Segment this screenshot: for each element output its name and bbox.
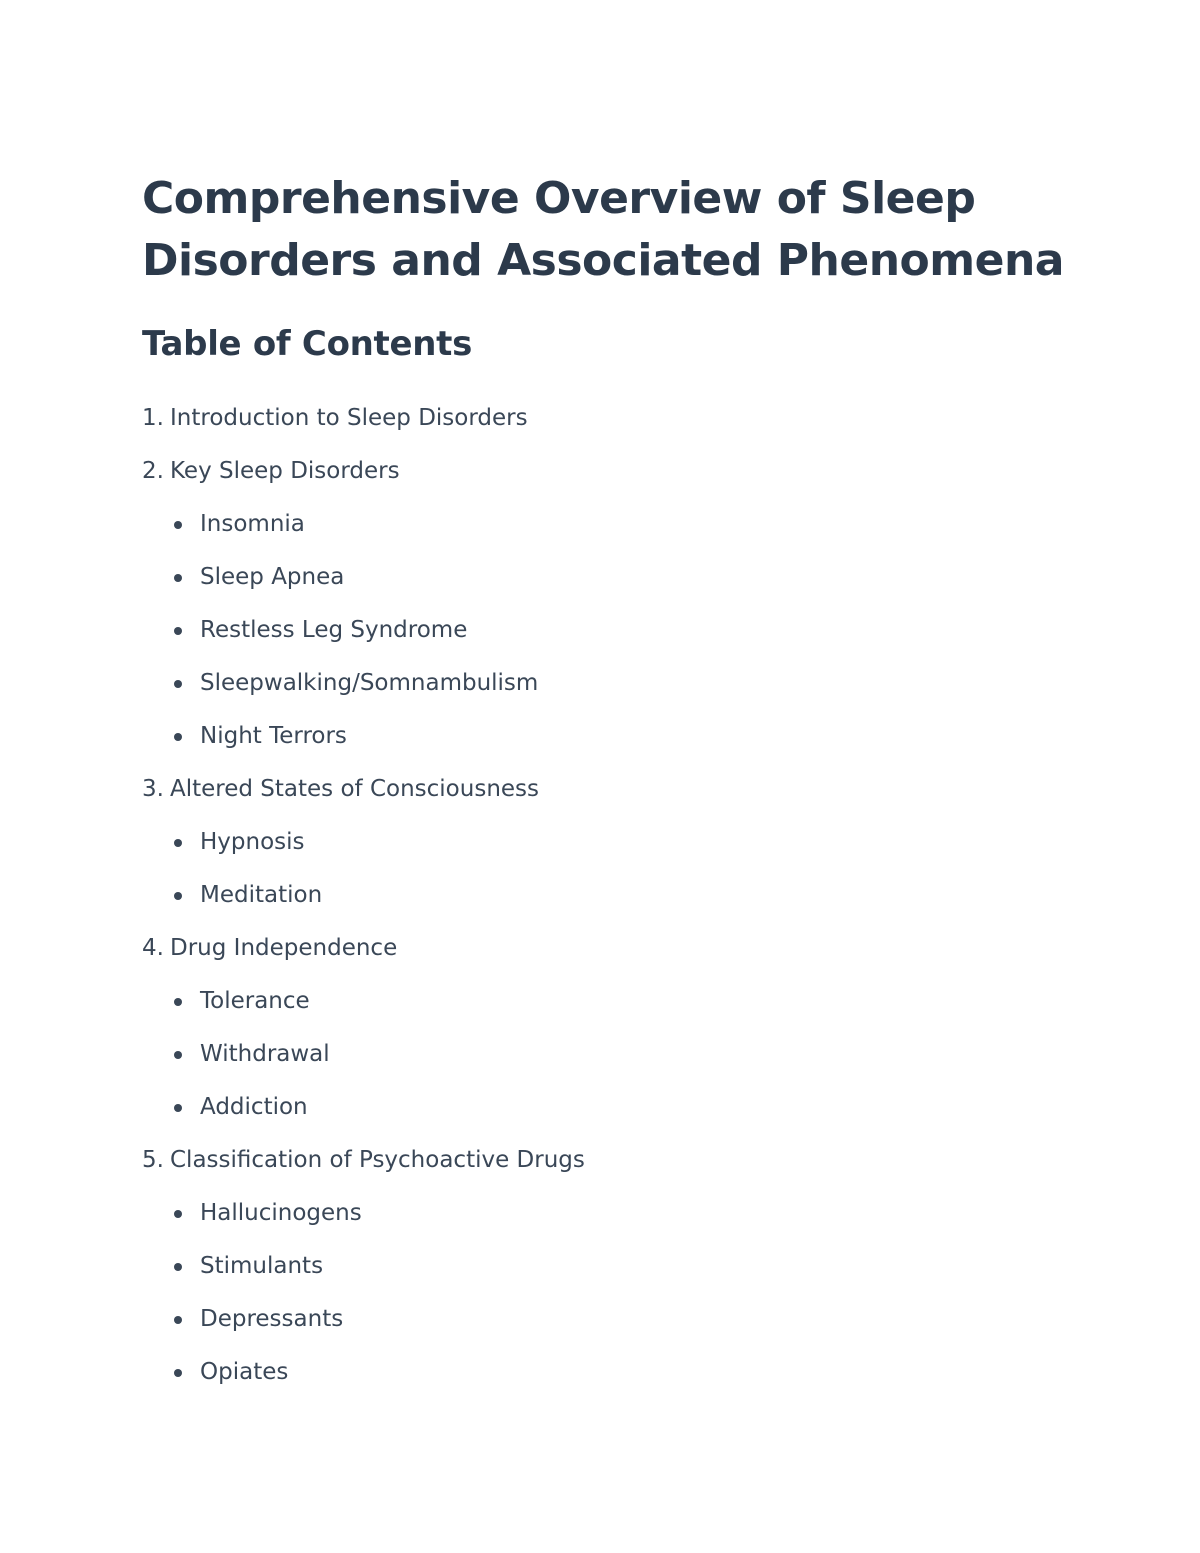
bullet-icon xyxy=(174,574,182,582)
toc-item-label: Key Sleep Disorders xyxy=(170,458,400,484)
toc-item-label: Introduction to Sleep Disorders xyxy=(170,405,528,431)
toc-sub-item xyxy=(172,657,1092,710)
toc-sub-list xyxy=(142,498,1092,763)
toc-sub-item xyxy=(172,869,1092,922)
toc-sub-item-label: Meditation xyxy=(200,882,323,908)
toc-sub-list xyxy=(142,816,1092,922)
toc-sub-item-label: Night Terrors xyxy=(200,723,347,749)
toc-sub-item xyxy=(172,1346,1092,1399)
toc-sub-item xyxy=(172,1187,1092,1240)
toc-sub-item xyxy=(172,1081,1092,1134)
toc-sub-item-label: Tolerance xyxy=(200,988,310,1014)
toc-sub-item xyxy=(172,975,1092,1028)
bullet-icon xyxy=(174,521,182,529)
toc-sub-item xyxy=(172,604,1092,657)
bullet-icon xyxy=(174,998,182,1006)
toc-sub-item-label: Hallucinogens xyxy=(200,1200,362,1226)
bullet-icon xyxy=(174,1104,182,1112)
toc-item-number: 2. xyxy=(142,458,164,484)
toc-item-number: 5. xyxy=(142,1147,164,1173)
toc-sub-item xyxy=(172,1240,1092,1293)
toc-sub-item-label: Insomnia xyxy=(200,511,305,537)
toc-item xyxy=(142,445,1092,763)
toc-sub-item-label: Opiates xyxy=(200,1359,289,1385)
toc-sub-item xyxy=(172,1293,1092,1346)
toc-sub-item xyxy=(172,498,1092,551)
toc-sub-item-label: Addiction xyxy=(200,1094,308,1120)
toc-sub-list xyxy=(142,1187,1092,1399)
toc-sub-item-label: Withdrawal xyxy=(200,1041,330,1067)
document-page xyxy=(142,168,1092,1399)
bullet-icon xyxy=(174,680,182,688)
toc-item-number: 4. xyxy=(142,935,164,961)
bullet-icon xyxy=(174,839,182,847)
toc-item xyxy=(142,392,1092,445)
toc-sub-item xyxy=(172,816,1092,869)
toc-sub-item-label: Sleepwalking/Somnambulism xyxy=(200,670,539,696)
document-title: Comprehensive Overview of Sleep Disorders and Associated Phenomena xyxy=(142,173,1064,286)
toc-sub-item-label: Stimulants xyxy=(200,1253,324,1279)
bullet-icon xyxy=(174,627,182,635)
toc-sub-list xyxy=(142,975,1092,1134)
bullet-icon xyxy=(174,892,182,900)
toc-sub-item xyxy=(172,551,1092,604)
toc-item-label: Classification of Psychoactive Drugs xyxy=(170,1147,585,1173)
toc-sub-item-label: Depressants xyxy=(200,1306,344,1332)
toc-item xyxy=(142,1134,1092,1399)
bullet-icon xyxy=(174,1210,182,1218)
toc-sub-item xyxy=(172,710,1092,763)
toc-item-label: Altered States of Consciousness xyxy=(170,776,540,802)
toc-sub-item-label: Hypnosis xyxy=(200,829,305,855)
bullet-icon xyxy=(174,733,182,741)
toc-item-number: 1. xyxy=(142,405,164,431)
table-of-contents xyxy=(142,392,1092,1399)
toc-heading: Table of Contents xyxy=(142,324,473,364)
bullet-icon xyxy=(174,1369,182,1377)
bullet-icon xyxy=(174,1316,182,1324)
toc-sub-item xyxy=(172,1028,1092,1081)
toc-item xyxy=(142,922,1092,1134)
toc-sub-item-label: Restless Leg Syndrome xyxy=(200,617,468,643)
toc-sub-item-label: Sleep Apnea xyxy=(200,564,345,590)
toc-item-number: 3. xyxy=(142,776,164,802)
bullet-icon xyxy=(174,1263,182,1271)
toc-item xyxy=(142,763,1092,922)
toc-item-label: Drug Independence xyxy=(170,935,398,961)
bullet-icon xyxy=(174,1051,182,1059)
